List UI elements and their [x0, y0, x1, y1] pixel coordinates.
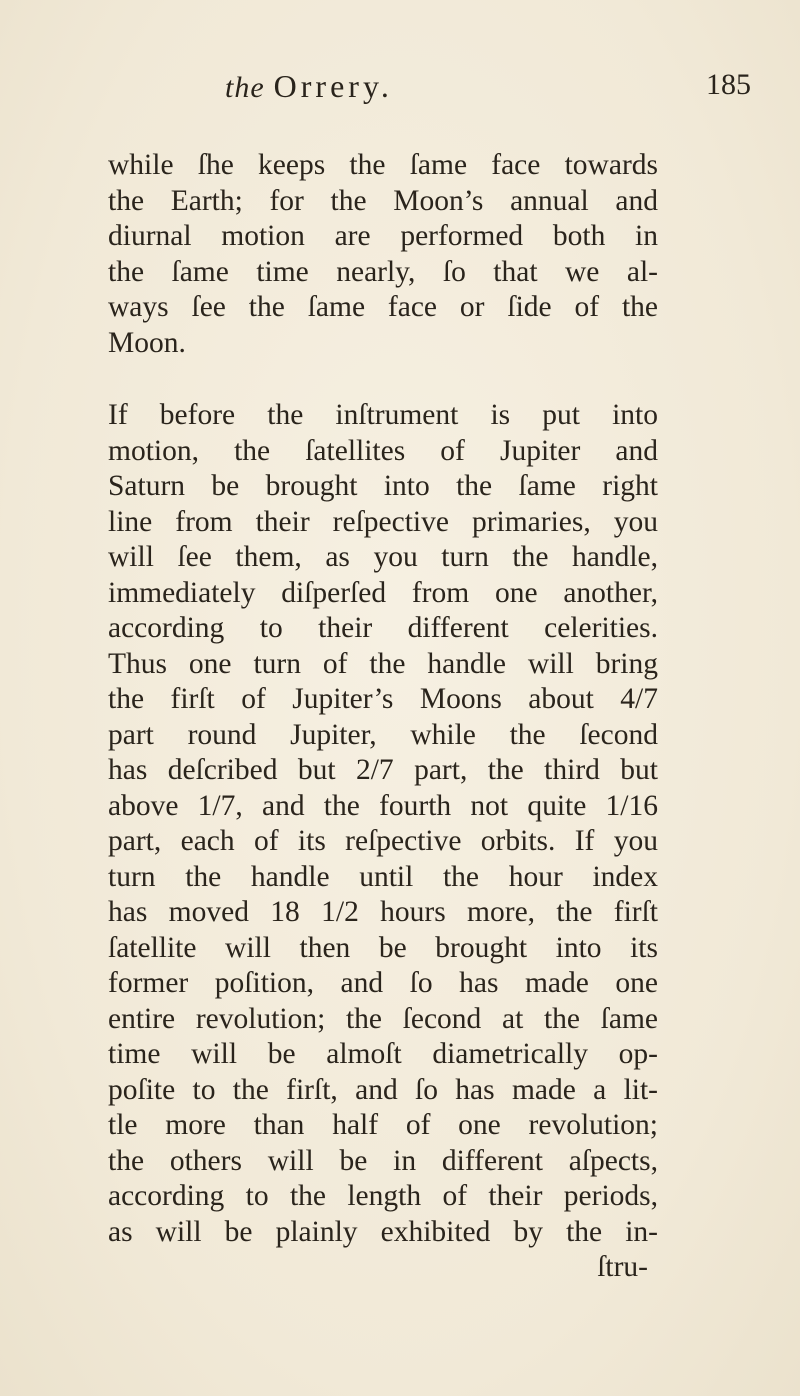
running-title [225, 68, 393, 105]
text-line: part round Jupiter, while the ſecond [108, 718, 658, 751]
text-line: entire revolution; the ſecond at the ſame [108, 1002, 658, 1035]
text-line: while ſhe keeps the ſame face towards [108, 149, 658, 181]
text-line: Thus one turn of the handle will bring [108, 647, 658, 680]
running-title-main: Orrery. [273, 68, 393, 104]
text-line: the ſame time nearly, ſo that we al- [108, 255, 658, 288]
text-line: tle more than half of one revolution; [108, 1109, 658, 1141]
text-line: former poſition, and ſo has made one [108, 967, 658, 999]
text-line: diurnal motion are performed both in [108, 220, 658, 252]
body-text [108, 148, 658, 1286]
text-line: turn the handle until the hour index [108, 860, 658, 893]
text-line: the others will be in different aſpects, [108, 1144, 658, 1177]
text-line: according to their different celerities. [108, 612, 658, 644]
paragraph-1 [108, 148, 658, 361]
text-line: has moved 18 1/2 hours more, the firſt [108, 896, 658, 928]
text-line: If before the inſtrument is put into [108, 399, 658, 431]
text-line: time will be almoſt diametrically op- [108, 1038, 658, 1070]
text-line: above 1/7, and the fourth not quite 1/16 [108, 789, 658, 822]
paragraph-gap [108, 361, 658, 398]
text-line: the firſt of Jupiter’s Moons about 4/7 [108, 683, 658, 715]
text-line: ways ſee the ſame face or ſide of the [108, 291, 658, 323]
running-head [0, 68, 800, 108]
text-line: the Earth; for the Moon’s annual and [108, 184, 658, 217]
text-line: Moon. [108, 326, 186, 359]
page-number: 185 [706, 68, 751, 101]
text-line: immediately diſperſed from one another, [108, 576, 658, 609]
text-line: ſatellite will then be brought into its [108, 931, 658, 964]
text-line: will ſee them, as you turn the handle, [108, 541, 658, 573]
text-line: motion, the ſatellites of Jupiter and [108, 434, 658, 467]
text-line: Saturn be brought into the ſame right [108, 470, 658, 502]
text-line: according to the length of their periods, [108, 1180, 658, 1212]
catchword: ſtru- [597, 1251, 648, 1283]
text-line: line from their reſpective primaries, you [108, 505, 658, 538]
text-line: poſite to the firſt, and ſo has made a lit- [108, 1073, 658, 1106]
text-line: has deſcribed but 2/7 part, the third but [108, 754, 658, 786]
paragraph-2 [108, 398, 658, 1286]
text-line: as will be plainly exhibited by the in- [108, 1215, 658, 1248]
text-line: part, each of its reſpective orbits. If you [108, 825, 658, 857]
running-title-prefix: the [225, 71, 265, 104]
